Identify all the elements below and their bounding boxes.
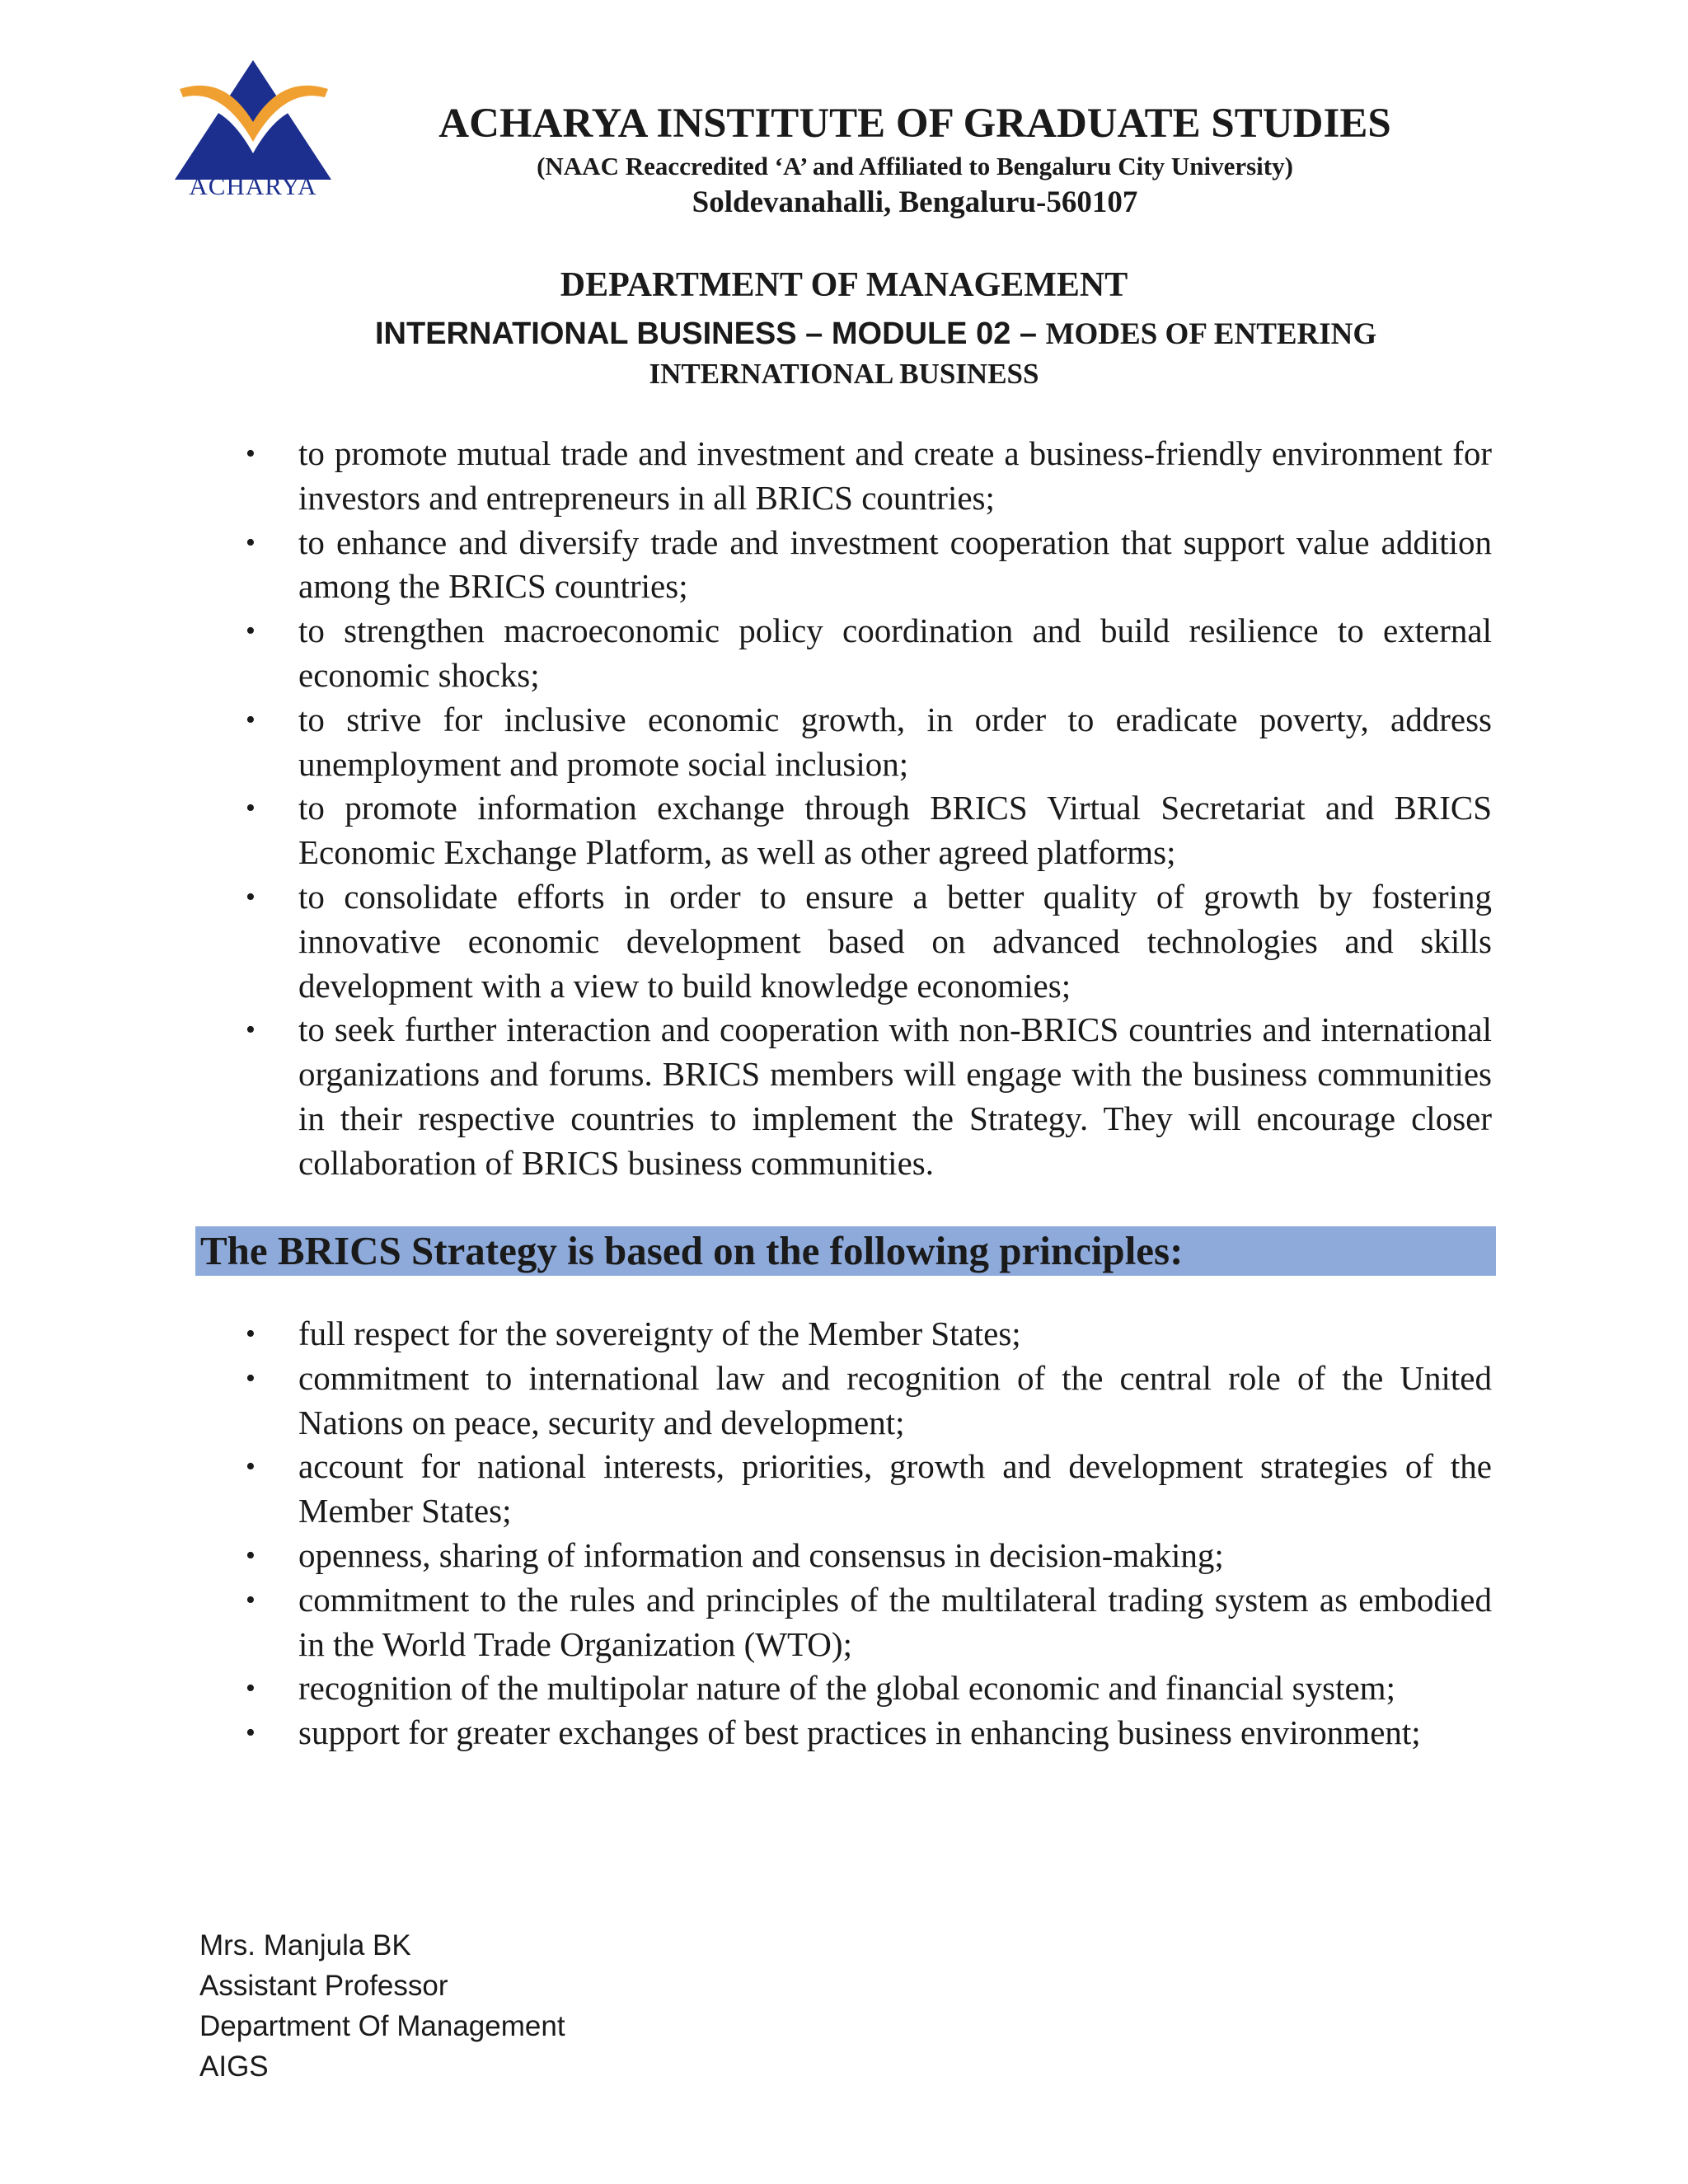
author-department: Department Of Management — [199, 2010, 565, 2042]
list-item-text: to promote mutual trade and investment and create a business-friendly environment for investors and entrepreneurs in all BRICS countries; — [298, 434, 1492, 517]
module-title-part1: INTERNATIONAL BUSINESS – MODULE 02 – — [375, 316, 1046, 351]
list-item-text: to strive for inclusive economic growth, in order to eradicate poverty, address unemployment and promote social inclusion; — [298, 700, 1492, 783]
list-item — [0, 698, 1492, 787]
list-item-text: recognition of the multipolar nature of the global economic and financial system; — [298, 1669, 1395, 1708]
bullet-icon: • — [246, 881, 256, 912]
bullet-icon: • — [246, 1584, 256, 1615]
list-item — [0, 432, 1492, 521]
bullet-icon: • — [246, 438, 256, 469]
list-item-text: to strengthen macroeconomic policy coordination and build resilience to external economic shocks; — [298, 612, 1492, 694]
list-item-text: commitment to the rules and principles of the multilateral trading system as embodied in the World Trade Organization (WTO); — [298, 1580, 1492, 1663]
bullet-icon: • — [246, 1718, 256, 1749]
module-title — [375, 313, 1529, 361]
list-item-text: to enhance and diversify trade and investment cooperation that support value addition among the BRICS countries; — [298, 523, 1492, 606]
logo-text: ACHARYA — [189, 171, 317, 200]
principles-heading — [195, 1226, 1496, 1276]
bullet-icon: • — [246, 1319, 256, 1349]
bullet-icon: • — [246, 1451, 256, 1483]
list-item — [0, 875, 1492, 1008]
list-item — [0, 1008, 1492, 1185]
principles-list — [0, 1312, 1492, 1755]
list-item — [0, 521, 1492, 610]
author-designation: Assistant Professor — [199, 1970, 448, 2002]
institute-name: ACHARYA INSTITUTE OF GRADUATE STUDIES — [438, 101, 1391, 147]
list-item-text: to seek further interaction and cooperation with non-BRICS countries and international organizations and forums. BRICS members will engage with the business communities in their respective countries to implement the Strategy. They will encourage closer collaboration of BRICS business communities. — [298, 1010, 1492, 1182]
department-title: DEPARTMENT OF MANAGEMENT — [560, 266, 1128, 304]
list-item-text: support for greater exchanges of best practices in enhancing business environment; — [298, 1713, 1421, 1752]
bullet-icon: • — [246, 1540, 256, 1571]
list-item-text: account for national interests, priorities, growth and development strategies of the Member States; — [298, 1447, 1492, 1530]
list-item-text: to consolidate efforts in order to ensure a better quality of growth by fostering innovative economic development based on advanced technologies and skills development with a view to build knowledge economies; — [298, 877, 1492, 1005]
list-item-text: to promote information exchange through BRICS Virtual Secretariat and BRICS Economic Exchange Platform, as well as other agreed platforms; — [298, 789, 1492, 872]
logo-triangle — [175, 60, 331, 180]
bullet-icon: • — [246, 793, 256, 824]
module-title-line2: INTERNATIONAL BUSINESS — [649, 358, 1039, 390]
bullet-icon: • — [246, 616, 256, 647]
bullet-icon: • — [246, 527, 256, 558]
principles-heading-text: The BRICS Strategy is based on the following principles: — [200, 1228, 1184, 1273]
list-item — [0, 1666, 1492, 1711]
author-institution: AIGS — [199, 2050, 269, 2083]
list-item-text: commitment to international law and recognition of the central role of the United Nations on peace, security and development; — [298, 1358, 1492, 1441]
list-item — [0, 786, 1492, 875]
bullet-icon: • — [246, 1362, 256, 1394]
bullet-icon: • — [246, 1673, 256, 1704]
list-item — [0, 1578, 1492, 1667]
module-title-part2: MODES OF ENTERING — [1045, 317, 1377, 351]
list-item-text: full respect for the sovereignty of the Member States; — [298, 1315, 1021, 1352]
list-item — [0, 1711, 1492, 1755]
objectives-list — [0, 432, 1492, 1186]
bullet-icon: • — [246, 1015, 256, 1046]
institute-address: Soldevanahalli, Bengaluru-560107 — [692, 185, 1138, 219]
list-item — [0, 1534, 1492, 1578]
accreditation-line: (NAAC Reaccredited ‘A’ and Affiliated to Bengaluru City University) — [537, 152, 1293, 180]
list-item — [0, 609, 1492, 698]
list-item — [0, 1357, 1492, 1446]
author-name: Mrs. Manjula BK — [199, 1929, 411, 1961]
bullet-icon: • — [246, 704, 256, 735]
author-footer — [199, 1925, 565, 2087]
list-item — [0, 1445, 1492, 1534]
list-item-text: openness, sharing of information and consensus in decision-making; — [298, 1535, 1224, 1574]
list-item — [0, 1312, 1492, 1357]
